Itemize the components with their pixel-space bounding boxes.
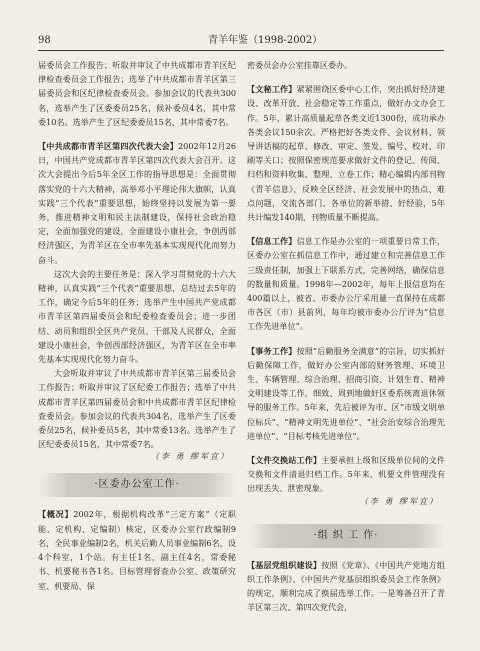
paragraph bbox=[247, 82, 445, 224]
author-signature: （李 勇 缪军宜） bbox=[150, 452, 230, 462]
paragraph bbox=[247, 453, 445, 496]
section-banner bbox=[38, 473, 236, 497]
paragraph-text: 2002年，根据机构改革“三定方案”（定职能、定机构、定编制）核定，区委办公室行政编制9名，全民事业编制2名，机关后勤人员事业编制6名，设4个科室，1个站。有主任1名，副主任4名，常委秘书、机要秘书各1名。目标管理督查办公室、政策研究室、机要局、保 bbox=[38, 509, 236, 591]
right-column bbox=[247, 58, 445, 615]
paragraph-text: 按照《党章》、《中国共产党地方组织工作条例》、《中国共产党基层组织委员会工作条例》的规定，顺利完成了换届选举工作。一是筹备召开了青羊区第三次、第四次党代会， bbox=[247, 559, 445, 613]
section-keyword: 【文件交换站工作】 bbox=[247, 455, 322, 466]
section-keyword: 【概况】 bbox=[38, 509, 74, 520]
section-keyword: 【事务工作】 bbox=[247, 345, 297, 356]
paragraph bbox=[247, 344, 445, 443]
paragraph-text: 主要承担上级和区级单位间的文件交换和文件清退归档工作。5年来，机要文件管理没有出现丢失、泄密现象。 bbox=[247, 455, 445, 494]
page-number: 98 bbox=[38, 35, 51, 46]
page-header bbox=[38, 34, 444, 48]
paragraph-text: 2002年12月26日，中国共产党成都市青羊区第四次代表大会召开。这次大会提出今后5年全区工作的指导思想是：全面贯彻落实党的十六大精神，高举邓小平理论伟大旗帜，认真实践“三个代表”重要思想，始终坚持以发展为第一要务，推进精神文明和民主法制建设，保持社会政治稳定，全面加强党的建设，全面建设小康社会，争创西部经济强区，为青羊区在全市率先基本实现现代化而努力奋斗。 bbox=[38, 141, 236, 265]
section-title: ·区委办公室工作· bbox=[94, 479, 180, 491]
paragraph bbox=[38, 139, 236, 267]
section-title: ·组 织 工 作· bbox=[313, 529, 379, 541]
paragraph-text: 紧紧围绕区委中心工作，突出抓好经济建设、改革开放、社会稳定等工作重点，做好办文办会工作。5年，累计高质量起草各类文近1300份，成功承办各类会议150余次。严格把好各类文件、会议材料、领导讲话稿的起草、修改、审定、签发、编号、校对、印刷等关口；按照保密规范要求做好文件的登记、传阅、归档和资料收集、整理、立卷工作；精心编辑内部刊物《青羊信息》，反映全区经济、社会发展中的热点、难点问题，交流各部门、各单位的新举措、好经验，5年共计编发140期，刊物质量不断提高。 bbox=[247, 84, 445, 223]
author-signature: （李 勇 缪军宜） bbox=[359, 496, 439, 506]
paragraph bbox=[247, 558, 445, 615]
paragraph-text: 按照“后勤服务全满意”的宗旨，切实抓好后勤保障工作，做好办公室内部的财务管理、环境卫生、车辆管理、综合治理、招商引资、计划生育、精神文明建设等工作，细致、周到地做好区委系统离退休领导的服务工作。5年来，先后被评为市、区“市级文明单位标兵”、“精神文明先进单位”、“社会治安综合治理先进单位”、“目标考核先进单位”。 bbox=[247, 345, 445, 441]
section-keyword: 【基层党组织建设】 bbox=[247, 559, 322, 570]
paragraph bbox=[247, 234, 445, 333]
section-keyword: 【中共成都市青羊区第四次代表大会】 bbox=[38, 141, 179, 152]
paragraph: 密委员会办公室挂靠区委办。 bbox=[247, 60, 353, 70]
paragraph: 届委员会工作报告；听取并审议了中共成都市青羊区纪律检查委员会工作报告；选举了中共成都市青羊区第三届委员会和区纪律检查委员会。参加会议的代表共300名，选举产生了区委委员25名，候补委员4名，其中常委10名。选举产生了区纪委委员15名，其中常委7名。 bbox=[38, 60, 236, 127]
paragraph-text: 信息工作是办公室的一项重要日常工作，区委办公室在抓信息工作中，通过建立和完善信息工作三级责任制，加强上下联系方式，完善网络，确保信息的数量和质量。1998年—2002年，每年上报信息均在400篇以上，被省、市委办公厅采用量一直保持在成都市各区（市）县前列，每年均被市委办公厅评为“信息工作先进单位”。 bbox=[247, 236, 445, 332]
paragraph: 这次大会的主要任务是：深入学习贯彻党的十六大精神，认真实践“三个代表”重要思想，总结过去5年的工作，确定今后5年的任务；选举产生中国共产党成都市青羊区第四届委员会和纪委检查委员会；进一步团结、动员和组织全区共产党员、干部及人民群众，全面建设小康社会，争创西部经济强区，为青羊区在全市率先基本实现现代化努力奋斗。 bbox=[38, 268, 236, 365]
header-rule bbox=[38, 50, 444, 51]
section-keyword: 【文秘工作】 bbox=[247, 84, 297, 95]
section-keyword: 【信息工作】 bbox=[247, 236, 297, 247]
paragraph bbox=[38, 507, 236, 592]
section-banner bbox=[247, 524, 445, 548]
left-column bbox=[38, 58, 236, 593]
paragraph: 大会听取并审议了中共成都市青羊区第三届委员会工作报告；听取并审议了区纪委工作报告；选举了中共成都市青羊区第四届委员会和中共成都市青羊区纪律检查委员会。参加会议的代表共304名，选举产生了区委委员25名，候补委员5名，其中常委13名。选举产生了区纪委委员15名，其中常委7名。 bbox=[38, 368, 236, 450]
running-title: 青羊年鉴（1998-2002） bbox=[208, 35, 323, 46]
